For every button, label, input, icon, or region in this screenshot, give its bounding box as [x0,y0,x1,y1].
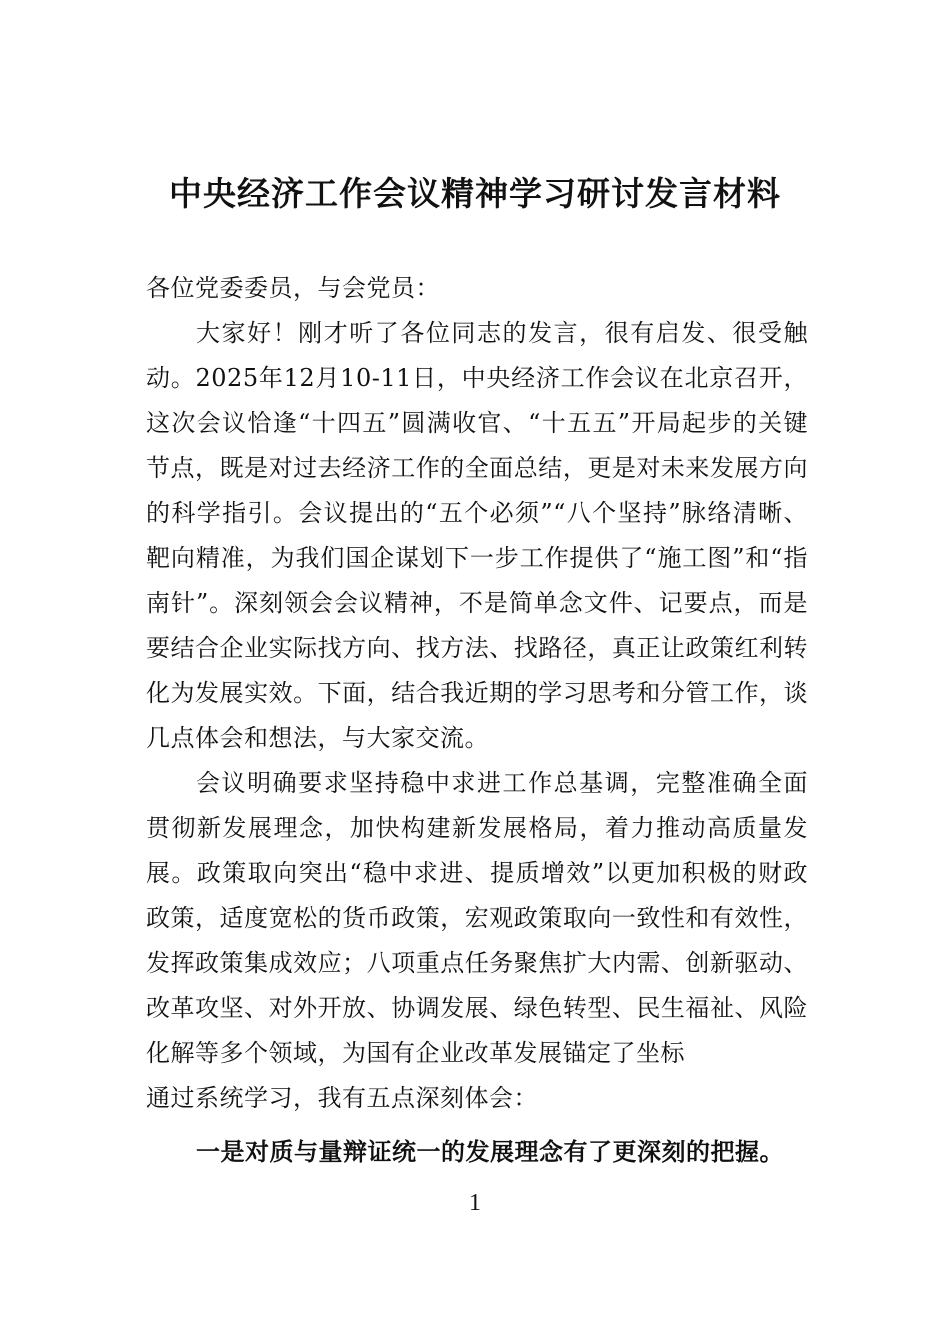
heading-point-one: 一是对质与量辩证统一的发展理念有了更深刻的把握。 [196,1137,784,1166]
salutation: 各位党委委员，与会党员： [146,274,440,302]
document-title: 中央经济工作会议精神学习研讨发言材料 [169,174,781,213]
closing-line: 通过系统学习，我有五点深刻体会： [146,1084,538,1112]
document-body [146,266,808,1174]
page-number: 1 [469,1190,481,1216]
paragraph-meeting-requirements: 会议明确要求坚持稳中求进工作总基调，完整准确全面贯彻新发展理念，加快构建新发展格局，着力推动高质量发展。政策取向突出“稳中求进、提质增效”以更加积极的财政政策，适度宽松的货币政策，宏观政策取向一致性和有效性，发挥政策集成效应；八项重点任务聚焦扩大内需、创新驱动、改革攻坚、对外开放、协调发展、绿色转型、民生福祉、风险化解等多个领域，为国有企业改革发展锚定了坐标 [146,769,808,1067]
paragraph-opening: 大家好！刚才听了各位同志的发言，很有启发、很受触动。2025年12月10-11日，中央经济工作会议在北京召开，这次会议恰逢“十四五”圆满收官、“十五五”开局起步的关键节点，既是对过去经济工作的全面总结，更是对未来发展方向的科学指引。会议提出的“五个必须”“八个坚持”脉络清晰、靶向精准，为我们国企谋划下一步工作提供了“施工图”和“指南针”。深刻领会会议精神，不是简单念文件、记要点，而是要结合企业实际找方向、找方法、找路径，真正让政策红利转化为发展实效。下面，结合我近期的学习思考和分管工作，谈几点体会和想法，与大家交流。 [146,319,808,752]
